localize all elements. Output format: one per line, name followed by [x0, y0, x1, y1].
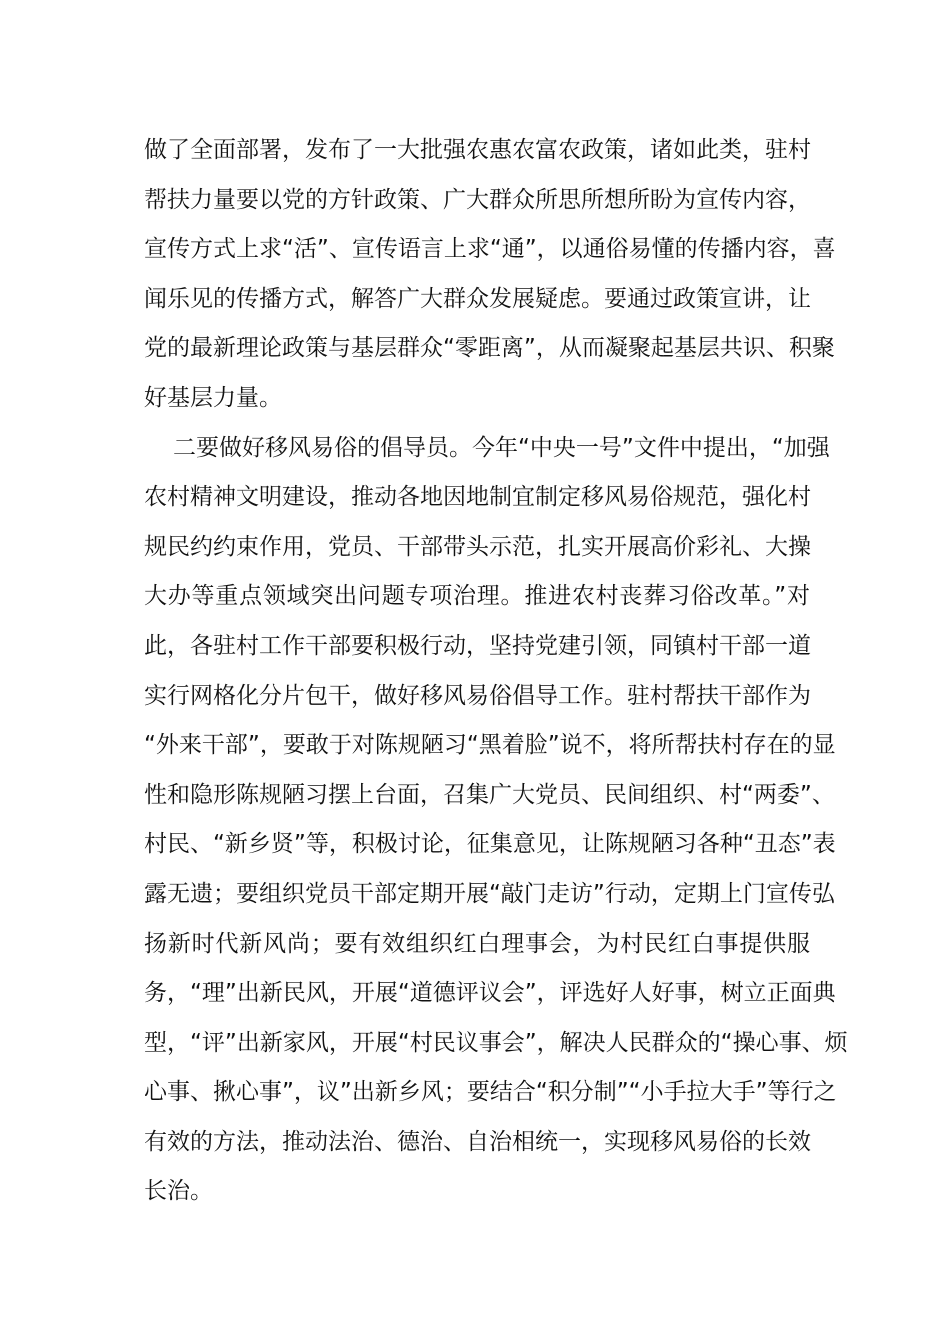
- paragraph-line: “外来干部”，要敢于对陈规陋习“黑着脸”说不，将所帮扶村存在的显: [144, 732, 836, 759]
- paragraph-line: 务，“理”出新民风，开展“道德评议会”，评选好人好事，树立正面典: [144, 980, 836, 1007]
- paragraph-line: 扬新时代新风尚；要有效组织红白理事会，为村民红白事提供服: [144, 930, 810, 957]
- paragraph-line: 村民、“新乡贤”等，积极讨论，征集意见，让陈规陋习各种“丑态”表: [144, 831, 836, 858]
- document-body: [144, 126, 848, 1217]
- paragraph-line: 农村精神文明建设，推动各地因地制宜制定移风易俗规范，强化村: [144, 484, 811, 511]
- paragraph-line: 宣传方式上求“活”、宣传语言上求“通”，以通俗易懂的传播内容，喜: [144, 236, 836, 263]
- paragraph-line: 实行网格化分片包干，做好移风易俗倡导工作。驻村帮扶干部作为: [144, 682, 811, 709]
- paragraph-line: 党的最新理论政策与基层群众“零距离”，从而凝聚起基层共识、积聚: [144, 335, 835, 362]
- paragraph-line: 帮扶力量要以党的方针政策、广大群众所思所想所盼为宣传内容，: [144, 186, 811, 213]
- paragraph-2: [144, 424, 848, 1218]
- paragraph-line: 此，各驻村工作干部要积极行动，坚持党建引领，同镇村干部一道: [144, 632, 811, 659]
- paragraph-line: 有效的方法，推动法治、德治、自治相统一，实现移风易俗的长效: [144, 1128, 811, 1155]
- paragraph-line: 性和隐形陈规陋习摆上台面，召集广大党员、民间组织、村“两委”、: [144, 781, 835, 808]
- paragraph-line: 做了全面部署，发布了一大批强农惠农富农政策，诸如此类，驻村: [144, 137, 811, 163]
- paragraph-line: 型，“评”出新家风，开展“村民议事会”，解决人民群众的“操心事、烦: [144, 1029, 848, 1056]
- paragraph-line: 心事、揪心事”，议”出新乡风；要结合“积分制”“小手拉大手”等行之: [144, 1079, 837, 1106]
- paragraph-line: 闻乐见的传播方式，解答广大群众发展疑虑。要通过政策宣讲，让: [144, 285, 811, 312]
- paragraph-1: [144, 126, 836, 424]
- paragraph-line: 规民约约束作用，党员、干部带头示范，扎实开展高价彩礼、大操: [144, 533, 811, 560]
- paragraph-line: 大办等重点领域突出问题专项治理。推进农村丧葬习俗改革。”对: [144, 583, 810, 610]
- paragraph-line: 好基层力量。: [144, 384, 282, 411]
- paragraph-line: 露无遗；要组织党员干部定期开展“敲门走访”行动，定期上门宣传弘: [144, 880, 835, 907]
- paragraph-line: 长治。: [144, 1178, 213, 1205]
- paragraph-line: 二要做好移风易俗的倡导员。今年“中央一号”文件中提出，“加强: [173, 434, 830, 461]
